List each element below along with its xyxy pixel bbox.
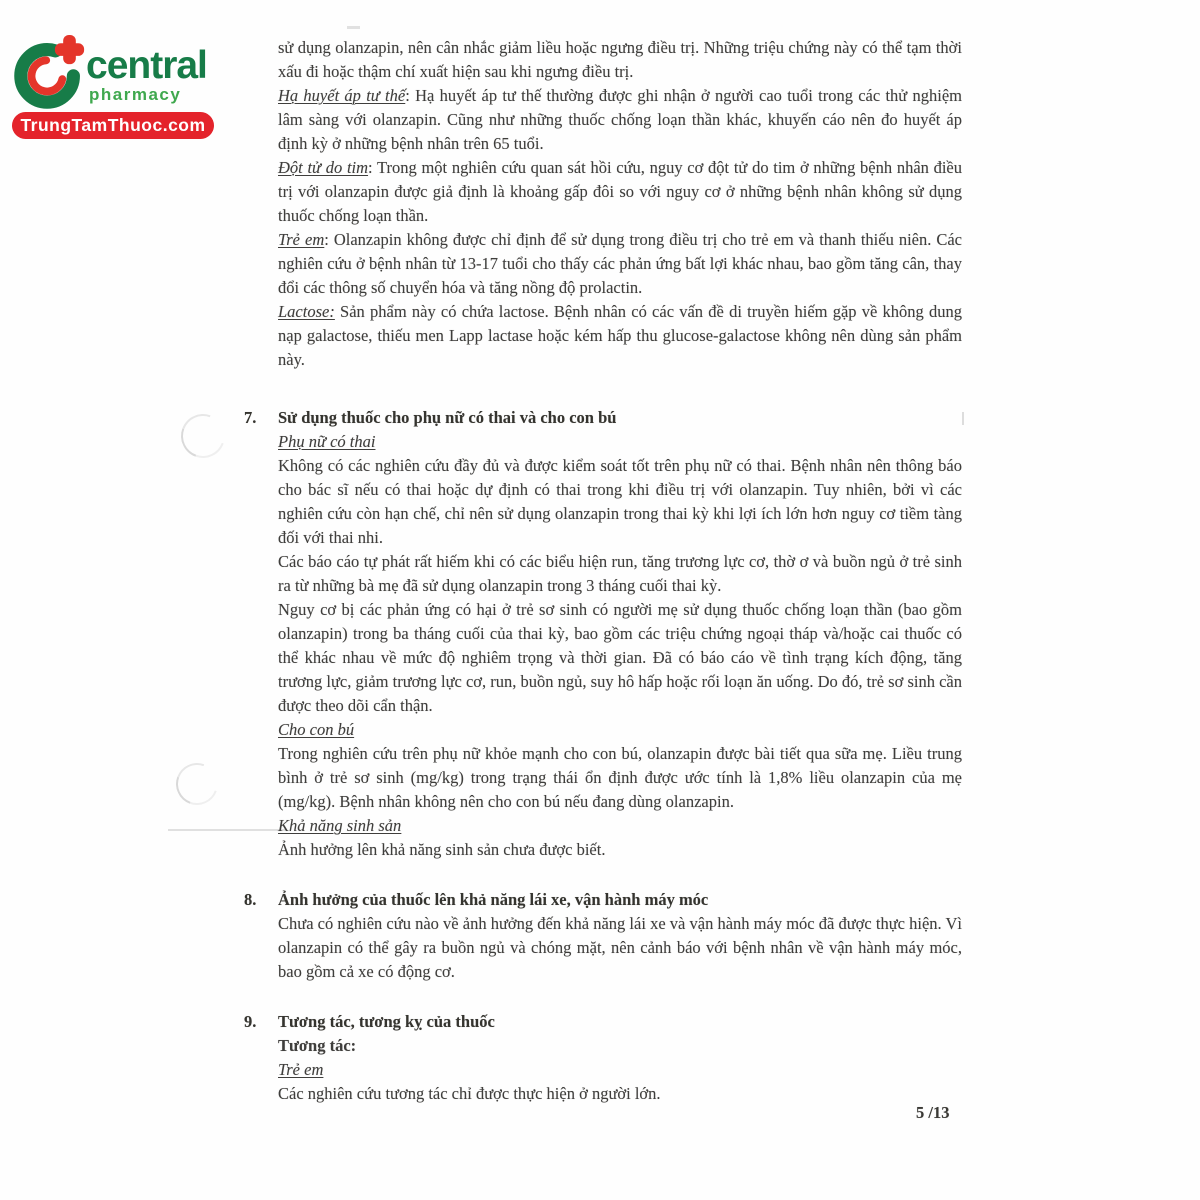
section-8 (244, 888, 962, 984)
paragraph: Trong nghiên cứu trên phụ nữ khỏe mạnh cho con bú, olanzapin được bài tiết qua sữa mẹ. Liều trung bình ở trẻ sơ sinh (mg/kg) trong trạng thái ổn định được ước tính là 1,8% liều olanzapin của mẹ (mg/kg). Bệnh nhân không nên cho con bú nếu đang dùng olanzapin. (278, 744, 962, 811)
section-heading (244, 406, 962, 430)
section-7 (244, 406, 962, 862)
paragraph: Ảnh hưởng lên khả năng sinh sản chưa được biết. (278, 840, 606, 859)
logo-website-badge: TrungTamThuoc.com (12, 112, 214, 139)
subheading-bold: Tương tác: (278, 1036, 357, 1055)
paragraph: Không có các nghiên cứu đầy đủ và được kiểm soát tốt trên phụ nữ có thai. Bệnh nhân nên thông báo cho bác sĩ nếu có thai hoặc dự định có thai trong khi điều trị với olanzapin. Tuy nhiên, bởi vì các nghiên cứu còn hạn chế, chỉ nên sử dụng olanzapin trong thai kỳ khi lợi ích lớn hơn nguy cơ tiềm tàng đối với thai nhi. (278, 456, 962, 547)
paragraph (278, 36, 962, 84)
subheading: Khả năng sinh sản (278, 816, 402, 835)
paragraph-text: : Trong một nghiên cứu quan sát hồi cứu, nguy cơ đột tử do tim ở những bệnh nhân điều trị với olanzapin được giả định là khoảng gấp đôi so với nguy cơ ở những bệnh nhân không sử dụng thuốc chống loạn thần. (278, 158, 962, 225)
paragraph-text: sử dụng olanzapin, nên cân nhắc giảm liều hoặc ngưng điều trị. Những triệu chứng này có thể tạm thời xấu đi hoặc thậm chí xuất hiện sau khi ngưng điều trị. (278, 38, 962, 81)
section-number: 7. (244, 408, 257, 427)
paragraph (278, 84, 962, 156)
paragraph-text: : Hạ huyết áp tư thế thường được ghi nhận ở người cao tuổi trong các thử nghiệm lâm sàng với olanzapin. Cũng như những thuốc chống loạn thần khác, khuyến cáo nên đo huyết áp định kỳ ở những bệnh nhân trên 65 tuổi. (278, 86, 962, 153)
section-title: Tương tác, tương kỵ của thuốc (278, 1012, 495, 1031)
section-9 (244, 1010, 962, 1106)
paragraph: Các nghiên cứu tương tác chỉ được thực hiện ở người lớn. (278, 1084, 661, 1103)
subheading: Trẻ em (278, 1060, 324, 1079)
paragraph: Nguy cơ bị các phản ứng có hại ở trẻ sơ sinh có người mẹ sử dụng thuốc chống loạn thần (bao gồm olanzapin) trong ba tháng cuối của thai kỳ, bao gồm các triệu chứng ngoại tháp và/hoặc cai thuốc có thể khác nhau về mức độ nghiêm trọng và thời gian. Đã có báo cáo về tình trạng kích động, tăng trương lực, giảm trương lực cơ, run, buồn ngủ, suy hô hấp hoặc rối loạn ăn uống. Do đó, trẻ sơ sinh cần được theo dõi cẩn thận. (278, 600, 962, 715)
paragraph-lead: Đột tử do tim (278, 158, 369, 177)
hole-punch-mark (174, 407, 232, 465)
section-number: 9. (244, 1012, 257, 1031)
page-number: 5 /13 (916, 1103, 950, 1122)
central-pharmacy-logo (12, 30, 216, 142)
section-title: Ảnh hưởng của thuốc lên khả năng lái xe, vận hành máy móc (278, 890, 709, 909)
intro-paragraphs (244, 36, 962, 372)
section-heading (244, 888, 962, 912)
section-number: 8. (244, 890, 257, 909)
scan-artifact-tick (962, 412, 964, 425)
paragraph-text: : Olanzapin không được chỉ định để sử dụng trong điều trị cho trẻ em và thanh thiếu niên. Các nghiên cứu ở bệnh nhân từ 13-17 tuổi cho thấy các phản ứng bất lợi khác nhau, bao gồm tăng cân, thay đổi các thông số chuyển hóa và tăng nồng độ prolactin. (278, 230, 962, 297)
subheading: Phụ nữ có thai (278, 432, 376, 451)
subheading: Cho con bú (278, 720, 355, 739)
c-plus-pharmacy-icon (14, 32, 88, 110)
paragraph-lead: Hạ huyết áp tư thế (278, 86, 406, 105)
paragraph: Chưa có nghiên cứu nào về ảnh hưởng đến khả năng lái xe và vận hành máy móc đã được thực hiện. Vì olanzapin có thể gây ra buồn ngủ và chóng mặt, nên cảnh báo với bệnh nhân về vận hành máy móc, bao gồm cả xe có động cơ. (278, 914, 962, 981)
paragraph-text: Sản phẩm này có chứa lactose. Bệnh nhân có các vấn đề di truyền hiếm gặp về không dung nạp galactose, thiếu men Lapp lactase hoặc kém hấp thu glucose-galactose không nên dùng sản phẩm này. (278, 302, 962, 369)
scan-artifact-dash (347, 26, 360, 29)
paragraph: Các báo cáo tự phát rất hiếm khi có các biểu hiện run, tăng trương lực cơ, thờ ơ và buồn ngủ ở trẻ sinh ra từ những bà mẹ đã sử dụng olanzapin trong 3 tháng cuối thai kỳ. (278, 552, 962, 595)
section-heading (244, 1010, 962, 1034)
hole-punch-mark (169, 756, 225, 812)
paragraph (278, 228, 962, 300)
paragraph-lead: Trẻ em (278, 230, 325, 249)
logo-brand-text: central (86, 44, 207, 87)
paragraph-lead: Lactose: (278, 302, 335, 321)
paragraph (278, 300, 962, 372)
paragraph (278, 156, 962, 228)
section-title: Sử dụng thuốc cho phụ nữ có thai và cho con bú (278, 408, 617, 427)
logo-brand-subtext: pharmacy (89, 85, 182, 104)
